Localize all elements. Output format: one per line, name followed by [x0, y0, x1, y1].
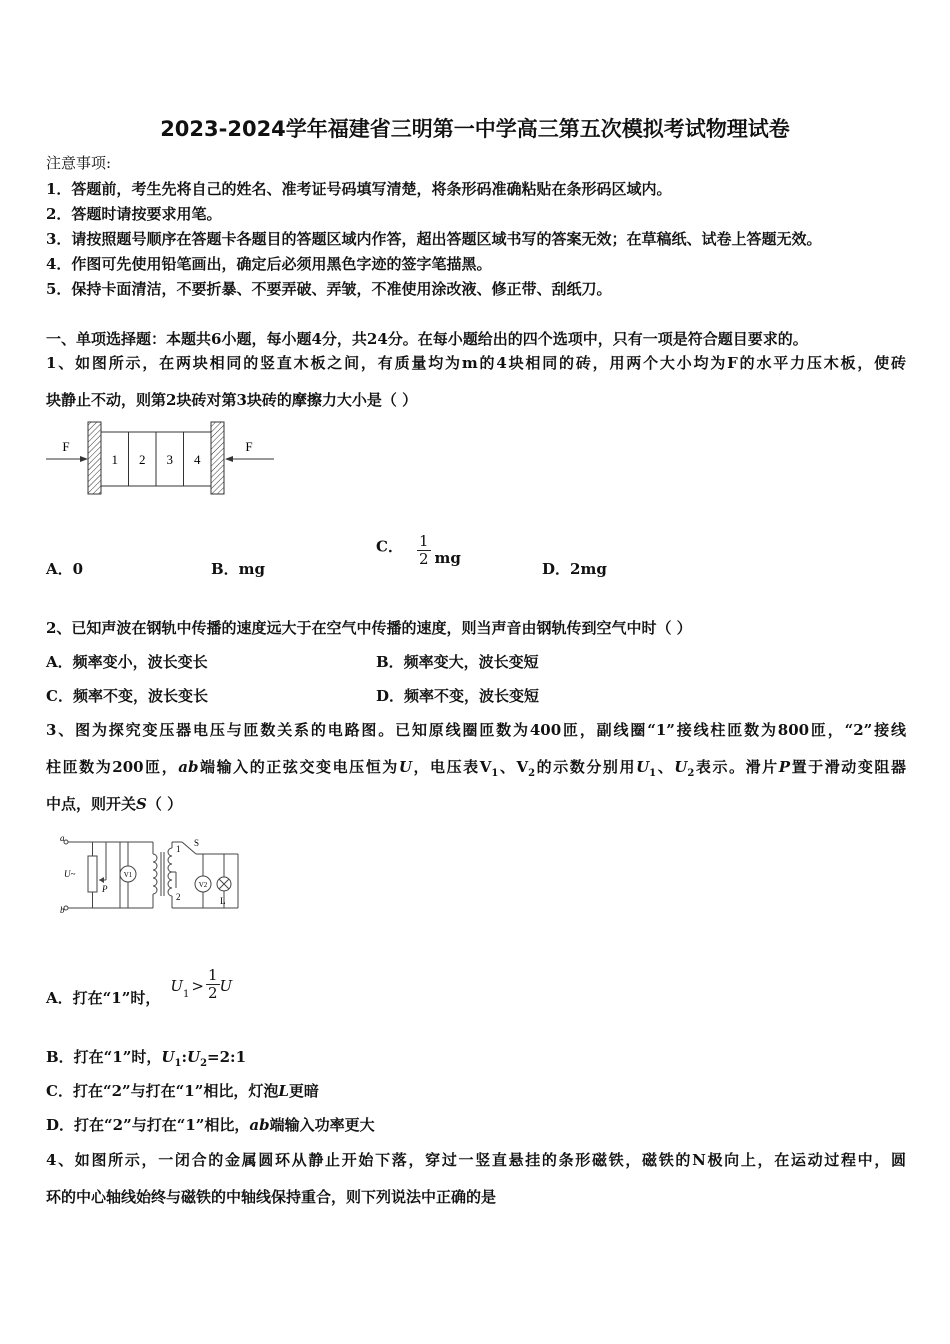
label-tap-2: 2 [176, 892, 181, 902]
q4-stem-line2: 环的中心轴线始终与磁铁的中轴线保持重合，则下列说法中正确的是 [46, 1188, 497, 1206]
force-label-left: F [62, 439, 70, 454]
notice-item-1: 1．答题前，考生先将自己的姓名、准考证号码填写清楚，将条形码准确粘贴在条形码区域内。 [46, 180, 672, 198]
section-1-heading: 一、单项选择题：本题共6小题，每小题4分，共24分。在每小题给出的四个选项中，只有一项是符合题目要求的。 [46, 330, 808, 348]
label-v2: V2 [198, 881, 208, 889]
notice-heading: 注意事项: [46, 154, 112, 172]
q2-option-b[interactable]: B．频率变大，波长变短 [376, 653, 539, 671]
q2-option-a[interactable]: A．频率变小，波长变长 [46, 653, 208, 671]
q3-stem-line3: 中点，则开关S（ ） [46, 795, 183, 813]
label-s: S [194, 838, 200, 848]
q1-stem-line1: 1、如图所示，在两块相同的竖直木板之间，有质量均为m的4块相同的砖，用两个大小均为F的水平力压木板，使砖 [46, 354, 906, 372]
fraction-one-half: $\frac{1}{2}$ [207, 965, 218, 1002]
q1-option-c[interactable] [376, 533, 461, 569]
q3-option-c[interactable]: C．打在“2”与打在“1”相比，灯泡L更暗 [46, 1082, 319, 1100]
rheostat [88, 856, 97, 892]
label-u: U~ [64, 869, 76, 879]
notice-item-2: 2．答题时请按要求用笔。 [46, 205, 222, 223]
notice-item-5: 5．保持卡面清洁，不要折暴、不要弄破、弄皱，不准使用涂改液、修正带、刮纸刀。 [46, 280, 612, 298]
label-l: L [220, 896, 226, 906]
q3-stem-line1: 3、图为探究变压器电压与匝数关系的电路图。已知原线圈匝数为400匝，副线圈“1”接线柱匝数为800匝，“2”接线 [46, 721, 906, 739]
notice-item-3: 3．请按照题号顺序在答题卡各题目的答题区域内作答，超出答题区域书写的答案无效；在草稿纸、试卷上答题无效。 [46, 230, 822, 248]
q1-option-c-unit: mg [434, 549, 461, 568]
q2-stem: 2、已知声波在钢轨中传播的速度远大于在空气中传播的速度，则当声音由钢轨传到空气中时（ ） [46, 619, 692, 637]
q1-option-a[interactable]: A．0 [46, 560, 84, 578]
brick-label-2: 2 [139, 452, 146, 467]
q3-option-a-u1: U [170, 977, 183, 995]
fraction-numerator: 1 [418, 532, 429, 550]
primary-coil [153, 854, 157, 894]
brick-label-1: 1 [111, 452, 118, 467]
right-board [211, 422, 224, 494]
left-board [88, 422, 101, 494]
label-p: P [102, 884, 108, 894]
label-a: a [60, 833, 65, 843]
q4-stem-line1: 4、如图所示，一闭合的金属圆环从静止开始下落，穿过一竖直悬挂的条形磁铁，磁铁的N极向上，在运动过程中，圆 [46, 1151, 906, 1169]
fraction-denominator: 2 [418, 550, 429, 569]
q1-option-d[interactable]: D．2mg [542, 560, 607, 578]
force-label-right: F [245, 439, 253, 454]
q3-transformer-circuit [58, 832, 248, 916]
secondary-coil [168, 848, 172, 896]
label-tap-1: 1 [176, 844, 181, 854]
q1-option-c-label: C． [376, 537, 403, 556]
q3-option-a-label: A．打在“1”时， [46, 989, 161, 1007]
notice-item-4: 4．作图可先使用铅笔画出，确定后必须用黑色字迹的签字笔描黑。 [46, 255, 492, 273]
label-v1: V1 [123, 871, 133, 879]
q3-option-a[interactable]: A．打在“1”时，$U_1$ > $\frac{1}{2}$ U [46, 965, 233, 1007]
q1-stem-line2: 块静止不动，则第2块砖对第3块砖的摩擦力大小是（ ） [46, 391, 418, 409]
q1-bricks-figure [44, 418, 276, 500]
q1-option-b[interactable]: B．mg [211, 560, 266, 578]
q2-option-c[interactable]: C．频率不变，波长变长 [46, 687, 208, 705]
q3-stem-line2: 柱匝数为200匝，ab端输入的正弦交变电压恒为U，电压表$V_1$、$V_2$的示数分别用$U_1$、$U_2$表示。滑片P置于滑动变阻器 [46, 758, 906, 779]
q2-option-d[interactable]: D．频率不变，波长变短 [376, 687, 540, 705]
brick-label-3: 3 [166, 452, 173, 467]
label-b: b [60, 905, 65, 915]
brick-label-4: 4 [194, 452, 201, 467]
q3-option-d[interactable]: D．打在“2”与打在“1”相比，ab端输入功率更大 [46, 1116, 375, 1134]
q3-option-b[interactable]: B．打在“1”时，$U_1:U_2=2:1$ [46, 1048, 247, 1069]
exam-title: 2023-2024学年福建省三明第一中学高三第五次模拟考试物理试卷 [160, 117, 790, 141]
fraction-one-half [417, 533, 431, 569]
